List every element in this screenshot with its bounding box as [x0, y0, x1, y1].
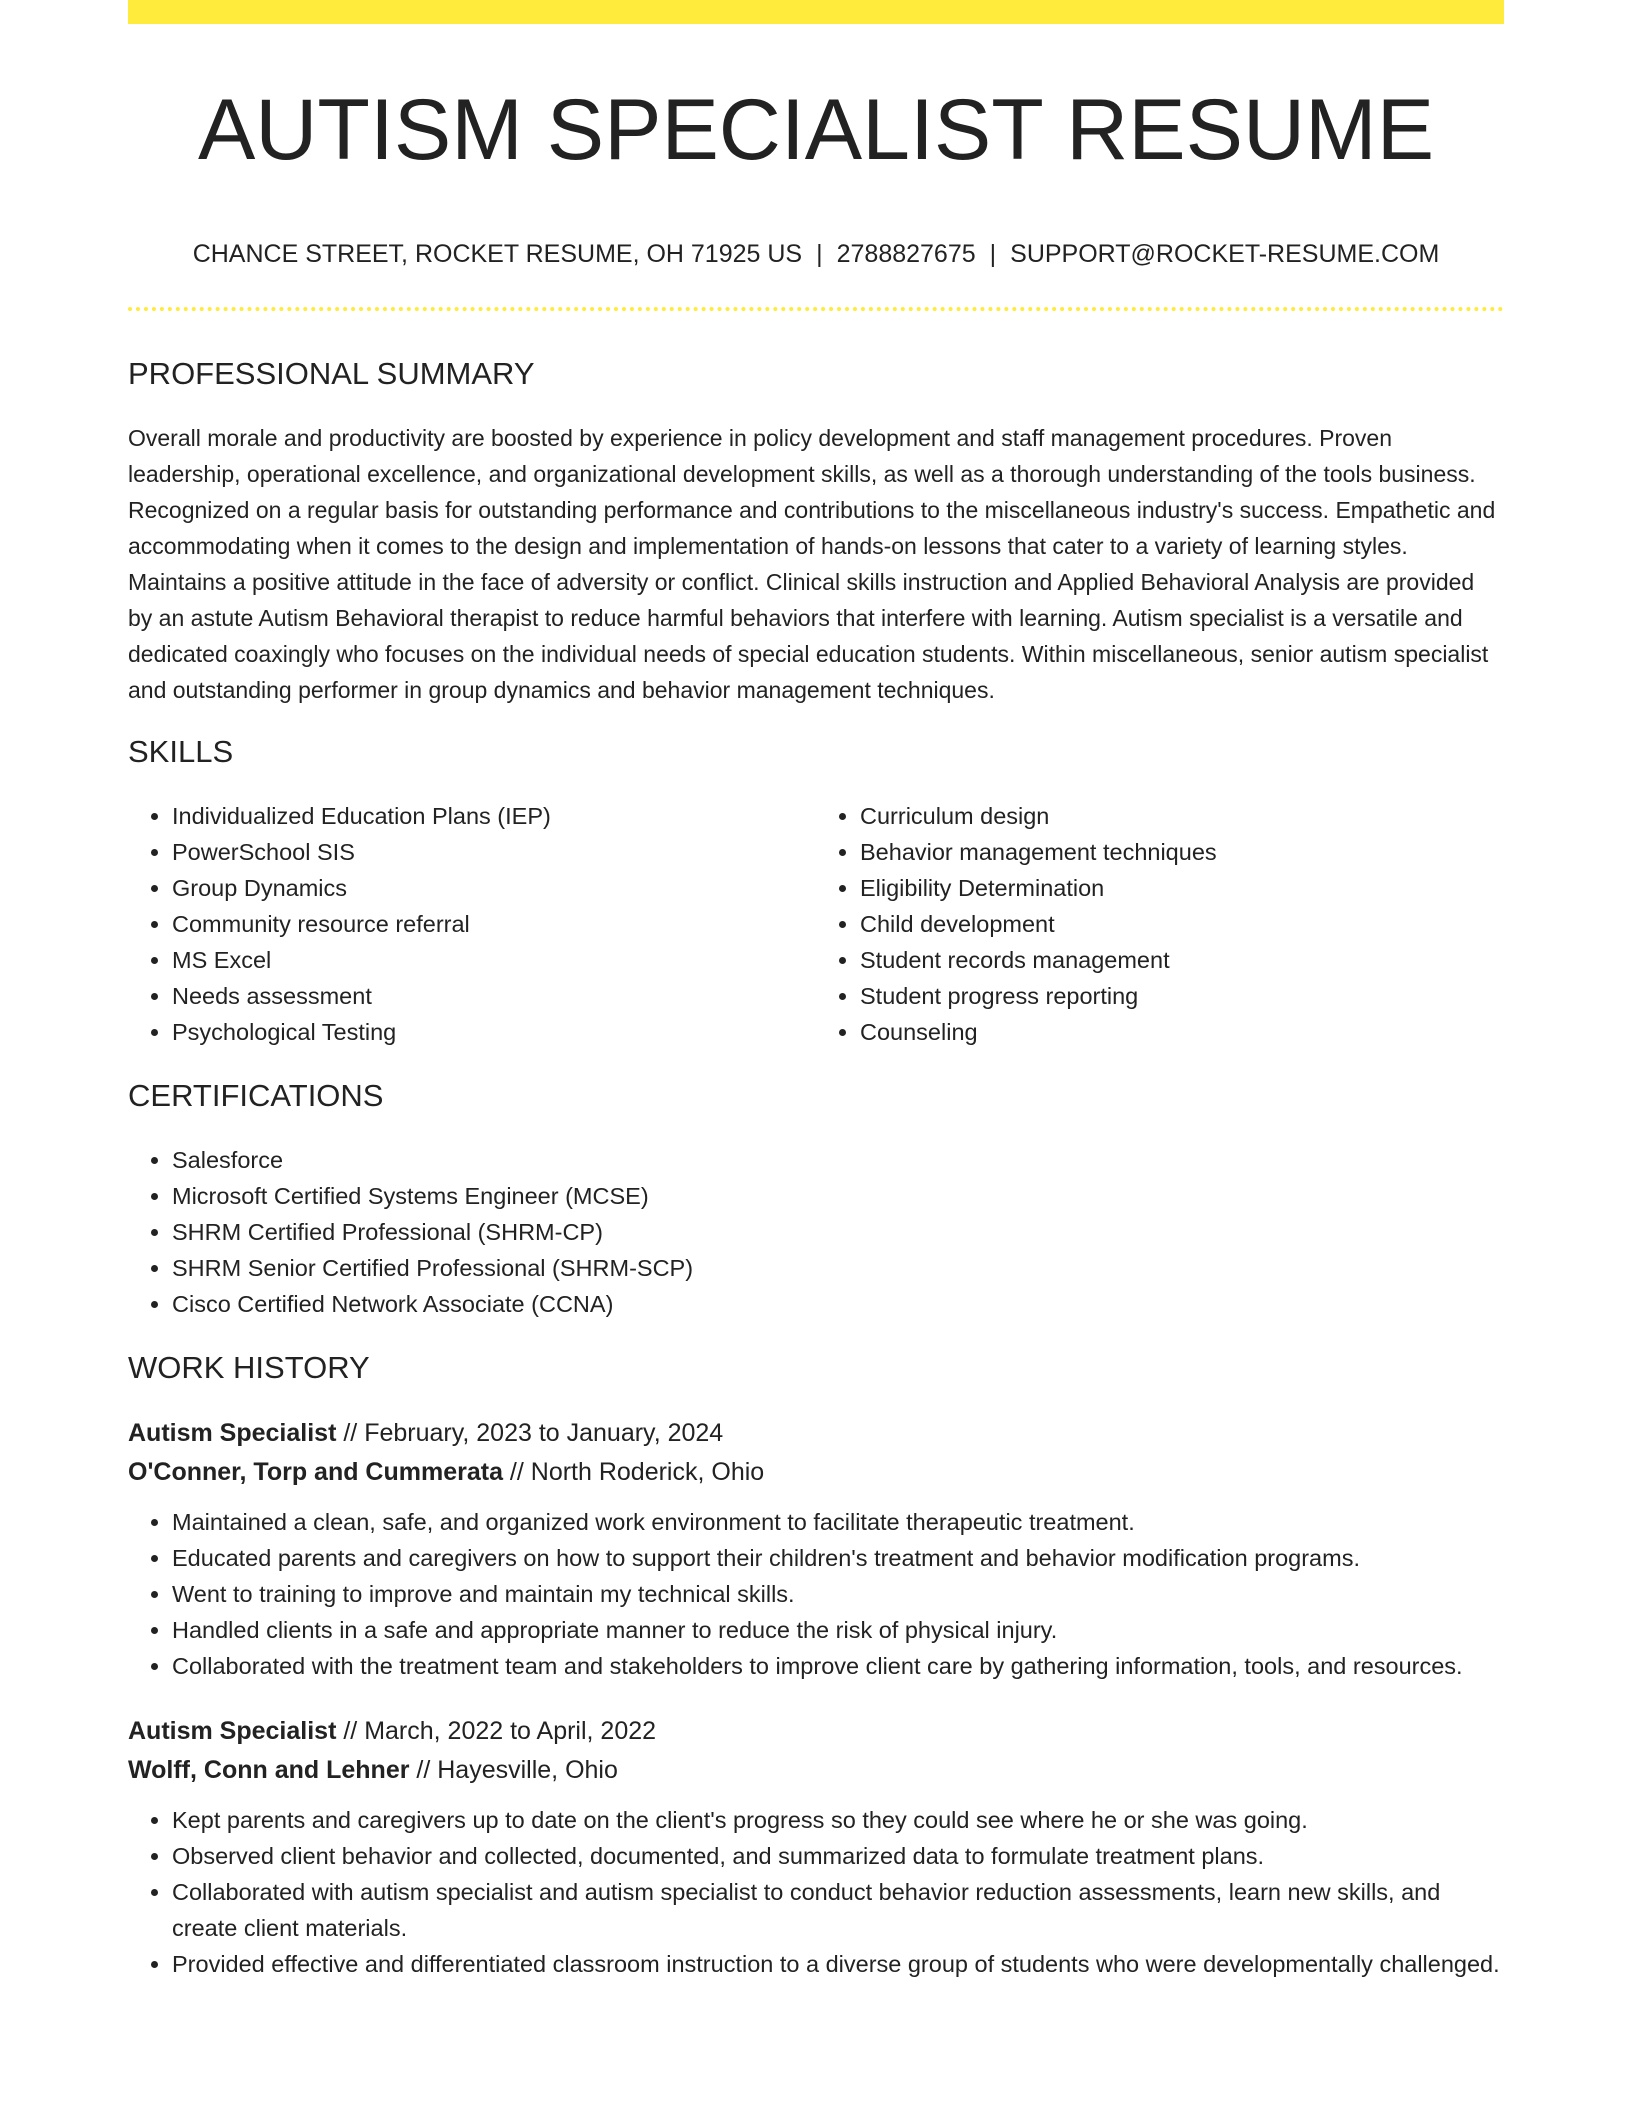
job-entry [128, 1414, 1504, 1684]
summary-text: Overall morale and productivity are boosted by experience in policy development and staff management procedures. Proven leadership, operational excellence, and organizational development skills, as well as a thorough understanding of the tools business. Recognized on a regular basis for outstanding performance and contributions to the miscellaneous industry's success. Empathetic and accommodating when it comes to the design and implementation of hands-on lessons that cater to a variety of learning styles. Maintains a positive attitude in the face of adversity or conflict. Clinical skills instruction and Applied Behavioral Analysis are provided by an astute Autism Behavioral therapist to reduce harmful behaviors that interfere with learning. Autism specialist is a versatile and dedicated coaxingly who focuses on the individual needs of special education students. Within miscellaneous, senior autism specialist and outstanding performer in group dynamics and behavior management techniques. [128, 425, 1496, 703]
job-dates: // March, 2022 to April, 2022 [336, 1717, 657, 1745]
list-item: • Cisco Certified Network Associate (CCNA) [172, 1286, 1504, 1322]
list-item: • SHRM Certified Professional (SHRM-CP) [172, 1214, 1504, 1250]
job-company-line [128, 1453, 1504, 1492]
job-bullets [128, 1504, 1504, 1684]
job-title: Autism Specialist [128, 1419, 337, 1447]
certifications-list [128, 1142, 1504, 1322]
summary-heading: PROFESSIONAL SUMMARY [128, 356, 535, 391]
job-title: Autism Specialist [128, 1717, 337, 1745]
contact-phone: 2788827675 [836, 240, 976, 268]
contact-line [128, 236, 1504, 272]
accent-bar [128, 0, 1504, 24]
work-history-jobs [128, 1414, 1504, 1982]
contact-separator: | [816, 240, 823, 268]
list-item: • Behavior management techniques [860, 834, 1504, 870]
list-item: • SHRM Senior Certified Professional (SHRM-SCP) [172, 1250, 1504, 1286]
list-item: • Microsoft Certified Systems Engineer (MCSE) [172, 1178, 1504, 1214]
contact-email[interactable]: SUPPORT@ROCKET-RESUME.COM [1010, 240, 1440, 268]
list-item: • Salesforce [172, 1142, 1504, 1178]
contact-separator: | [989, 240, 997, 268]
job-bullet: • Kept parents and caregivers up to date on the client's progress so they could see where he or she was going. [172, 1802, 1504, 1838]
job-bullet: • Handled clients in a safe and appropriate manner to reduce the risk of physical injury. [172, 1612, 1504, 1648]
contact-address: CHANCE STREET, ROCKET RESUME, OH 71925 US [192, 240, 803, 268]
job-location: // Hayesville, Ohio [409, 1756, 618, 1784]
resume-title: AUTISM SPECIALIST RESUME [197, 82, 1435, 178]
list-item: • Student progress reporting [860, 978, 1504, 1014]
resume-content [128, 352, 1504, 2010]
list-item: • PowerSchool SIS [172, 834, 816, 870]
job-bullet: • Observed client behavior and collected, documented, and summarized data to formulate treatment plans. [172, 1838, 1504, 1874]
job-bullet: • Collaborated with autism specialist and autism specialist to conduct behavior reduction assessments, learn new skills, and create client materials. [172, 1874, 1504, 1946]
certifications-heading: CERTIFICATIONS [128, 1078, 384, 1113]
list-item: • Community resource referral [172, 906, 816, 942]
list-item: • Counseling [860, 1014, 1504, 1050]
job-location: // North Roderick, Ohio [502, 1458, 765, 1486]
dotted-divider [128, 307, 1504, 311]
job-bullet: • Provided effective and differentiated classroom instruction to a diverse group of students who were developmentally challenged. [172, 1946, 1504, 1982]
job-bullet: • Maintained a clean, safe, and organized work environment to facilitate therapeutic treatment. [172, 1504, 1504, 1540]
job-title-line [128, 1712, 1504, 1751]
list-item: • MS Excel [172, 942, 816, 978]
list-item: • Individualized Education Plans (IEP) [172, 798, 816, 834]
job-company: O'Conner, Torp and Cummerata [128, 1458, 503, 1486]
job-company: Wolff, Conn and Lehner [128, 1756, 410, 1784]
job-company-line [128, 1751, 1504, 1790]
skills-columns [128, 798, 1504, 1050]
list-item: • Needs assessment [172, 978, 816, 1014]
job-entry [128, 1712, 1504, 1982]
skills-list-left [128, 798, 816, 1050]
work-history-heading: WORK HISTORY [128, 1350, 370, 1385]
job-dates: // February, 2023 to January, 2024 [336, 1419, 724, 1447]
skills-list-right [816, 798, 1504, 1050]
skills-heading: SKILLS [128, 734, 234, 769]
job-bullet: • Went to training to improve and maintain my technical skills. [172, 1576, 1504, 1612]
job-title-line [128, 1414, 1504, 1453]
list-item: • Eligibility Determination [860, 870, 1504, 906]
job-bullets [128, 1802, 1504, 1982]
list-item: • Group Dynamics [172, 870, 816, 906]
job-bullet: • Educated parents and caregivers on how to support their children's treatment and behavior modification programs. [172, 1540, 1504, 1576]
list-item: • Curriculum design [860, 798, 1504, 834]
job-bullet: • Collaborated with the treatment team and stakeholders to improve client care by gathering information, tools, and resources. [172, 1648, 1504, 1684]
list-item: • Student records management [860, 942, 1504, 978]
list-item: • Child development [860, 906, 1504, 942]
list-item: • Psychological Testing [172, 1014, 816, 1050]
